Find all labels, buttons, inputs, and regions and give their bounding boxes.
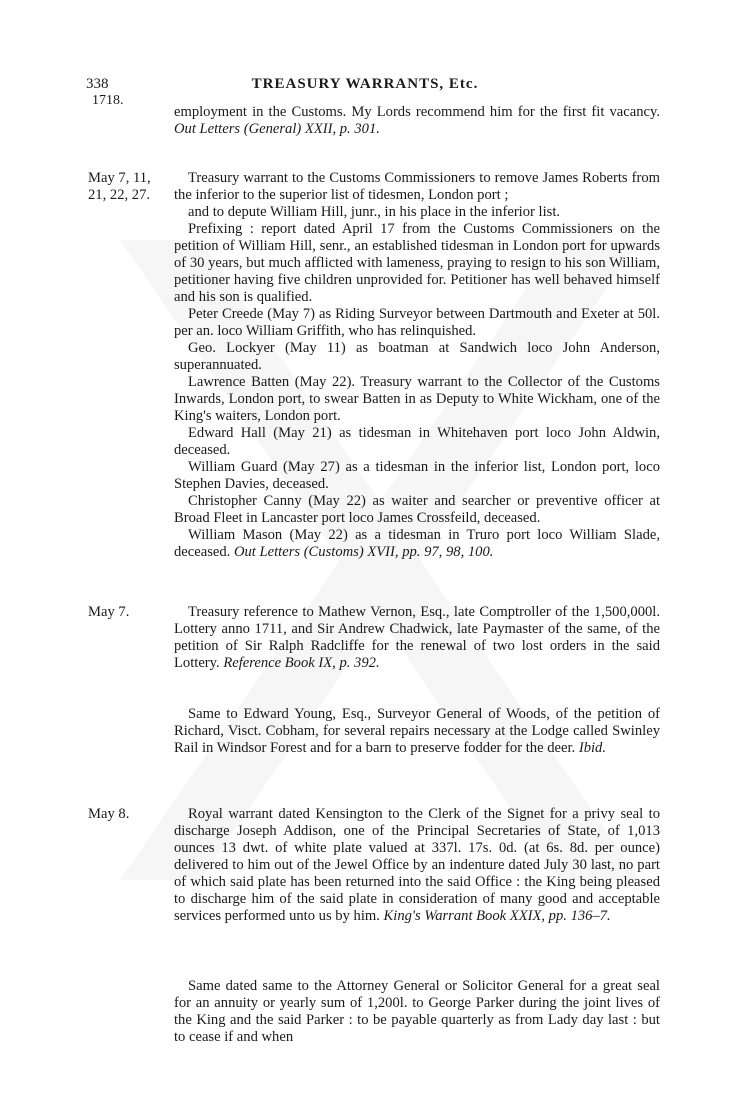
entry-surveyor-woods [174, 706, 660, 757]
entry-great-seal [174, 978, 660, 1046]
entry-date: May 8. [88, 806, 130, 822]
paragraph: Same to Edward Young, Esq., Surveyor General of Woods, of the petition of Richard, Visct. Cobham, for several repairs necessary at the Lodge called Swinley Rail in Windsor Forest and for a barn to preserve fodder for the deer. Ibid. [174, 706, 660, 756]
paragraph: William Mason (May 22) as a tidesman in Truro port loco William Slade, deceased. Out Letters (Customs) XVII, pp. 97, 98, 100. [174, 527, 660, 560]
paragraph: Peter Creede (May 7) as Riding Surveyor between Dartmouth and Exeter at 50l. per an. loco William Griffith, who has relinquished. [174, 306, 660, 339]
entry-royal-warrant [174, 806, 660, 925]
margin-year: 1718. [92, 93, 124, 108]
source-reference: Ibid. [578, 740, 606, 756]
paragraph: Same dated same to the Attorney General or Solicitor General for a great seal for an annuity or yearly sum of 1,200l. to George Parker during the joint lives of the King and the said Parker : to be payable quarterly as from Lady day last : but to cease if and when [174, 978, 660, 1045]
page-number: 338 [86, 76, 109, 92]
entry-customs-warrant [174, 170, 660, 561]
paragraph: Edward Hall (May 21) as tidesman in Whitehaven port loco John Aldwin, deceased. [174, 425, 660, 458]
paragraph: William Guard (May 27) as a tidesman in the inferior list, London port, loco Stephen Davies, deceased. [174, 459, 660, 492]
paragraph: Lawrence Batten (May 22). Treasury warrant to the Collector of the Customs Inwards, London port, to swear Batten in as Deputy to White Wickham, one of the King's waiters, London port. [174, 374, 660, 424]
entry-date: May 7, 11, 21, 22, 27. [88, 170, 151, 203]
paragraph: Treasury warrant to the Customs Commissioners to remove James Roberts from the inferior to the superior list of tidesmen, London port ; [174, 170, 660, 203]
entry-treasury-reference [174, 604, 660, 672]
paragraph: Treasury reference to Mathew Vernon, Esq., late Comptroller of the 1,500,000l. Lottery anno 1711, and Sir Andrew Chadwick, late Paymaster of the same, of the petition of Sir Ralph Radcliffe for the renewal of two lost orders in the said Lottery. Reference Book IX, p. 392. [174, 604, 660, 671]
source-reference: Reference Book IX, p. 392. [223, 655, 380, 671]
paragraph: Christopher Canny (May 22) as waiter and searcher or preventive officer at Broad Fleet in Lancaster port loco James Crossfeild, deceased. [174, 493, 660, 526]
paragraph: Royal warrant dated Kensington to the Clerk of the Signet for a privy seal to discharge Joseph Addison, one of the Principal Secretaries of State, of 1,013 ounces 13 dwt. of white plate valued at 337l. 17s. 0d. (at 6s. 8d. per ounce) delivered to him out of the Jewel Office by an indenture dated July 30 last, no part of which said plate has been returned into the said Office : the King being pleased to discharge him of the said plate in consideration of many good and acceptable services performed unto us by him. King's Warrant Book XXIX, pp. 136–7. [174, 806, 660, 924]
running-title: TREASURY WARRANTS, Etc. [251, 76, 479, 92]
paragraph: Geo. Lockyer (May 11) as boatman at Sandwich loco John Anderson, superannuated. [174, 340, 660, 373]
entry-continuation [174, 104, 660, 138]
paragraph: and to depute William Hill, junr., in his place in the inferior list. [188, 204, 561, 220]
entry-date: May 7. [88, 604, 130, 620]
source-reference: Out Letters (General) XXII, p. 301. [174, 121, 380, 137]
source-reference: Out Letters (Customs) XVII, pp. 97, 98, 100. [233, 544, 494, 560]
paragraph: employment in the Customs. My Lords recommend him for the first fit vacancy. Out Letters (General) XXII, p. 301. [174, 104, 660, 137]
paragraph: Prefixing : report dated April 17 from the Customs Commissioners on the petition of William Hill, senr., an established tidesman in London port for upwards of 30 years, but much afflicted with lameness, praying to resign to his son William, petitioner having five children unprovided for. Petitioner has well behaved himself and his son is qualified. [174, 221, 660, 305]
source-reference: King's Warrant Book XXIX, pp. 136–7. [383, 908, 611, 924]
